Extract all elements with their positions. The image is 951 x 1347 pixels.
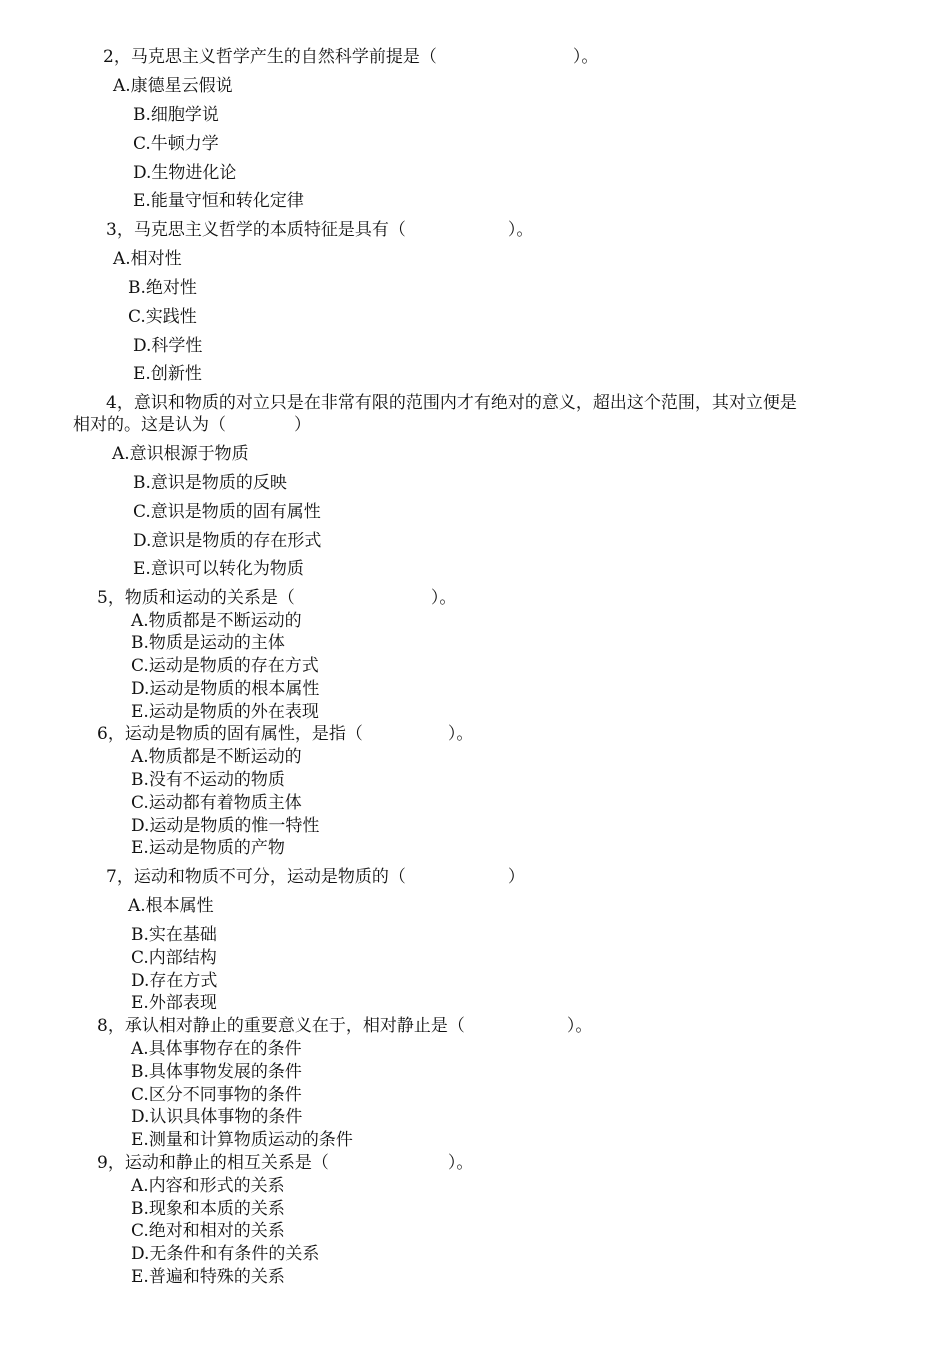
question-7-option-c: C.内部结构 (131, 948, 217, 968)
question-7-option-e: E.外部表现 (131, 993, 217, 1013)
question-2-stem: 2，马克思主义哲学产生的自然科学前提是（ ）。 (103, 47, 599, 67)
question-5-option-e: E.运动是物质的外在表现 (131, 702, 319, 722)
question-3-option-a: A.相对性 (113, 249, 182, 269)
question-3-option-b: B.绝对性 (128, 278, 197, 298)
question-3-option-d: D.科学性 (133, 336, 203, 356)
question-4-option-d: D.意识是物质的存在形式 (133, 531, 322, 551)
question-5-stem: 5，物质和运动的关系是（ ）。 (97, 588, 457, 608)
question-4-stem-line-2: 相对的。这是认为（ ） (73, 415, 311, 435)
question-3-option-e: E.创新性 (133, 364, 202, 384)
question-8-option-e: E.测量和计算物质运动的条件 (131, 1130, 353, 1150)
question-9-option-a: A.内容和形式的关系 (131, 1176, 285, 1196)
question-4-option-c: C.意识是物质的固有属性 (133, 502, 321, 522)
question-2-option-d: D.生物进化论 (133, 163, 237, 183)
question-2-option-c: C.牛顿力学 (133, 134, 219, 154)
question-6-stem: 6，运动是物质的固有属性，是指（ ）。 (97, 724, 474, 744)
question-5-option-d: D.运动是物质的根本属性 (131, 679, 320, 699)
question-3-stem: 3，马克思主义哲学的本质特征是具有（ ）。 (106, 220, 534, 240)
question-6-option-c: C.运动都有着物质主体 (131, 793, 302, 813)
question-5-option-a: A.物质都是不断运动的 (131, 611, 302, 631)
question-5-option-c: C.运动是物质的存在方式 (131, 656, 319, 676)
question-6-option-d: D.运动是物质的惟一特性 (131, 816, 320, 836)
question-8-option-b: B.具体事物发展的条件 (131, 1062, 302, 1082)
question-7-stem: 7，运动和物质不可分，运动是物质的（ ） (106, 867, 525, 887)
question-9-option-b: B.现象和本质的关系 (131, 1199, 285, 1219)
question-9-option-c: C.绝对和相对的关系 (131, 1221, 285, 1241)
question-4-option-b: B.意识是物质的反映 (133, 473, 287, 493)
question-9-option-e: E.普遍和特殊的关系 (131, 1267, 285, 1287)
question-6-option-b: B.没有不运动的物质 (131, 770, 285, 790)
question-2-option-a: A.康德星云假说 (113, 76, 233, 96)
question-9-stem: 9，运动和静止的相互关系是（ ）。 (97, 1153, 474, 1173)
question-8-option-a: A.具体事物存在的条件 (131, 1039, 302, 1059)
question-8-option-d: D.认识具体事物的条件 (131, 1107, 303, 1127)
question-6-option-e: E.运动是物质的产物 (131, 838, 285, 858)
question-7-option-a: A.根本属性 (128, 896, 214, 916)
question-7-option-d: D.存在方式 (131, 971, 218, 991)
question-3-option-c: C.实践性 (128, 307, 197, 327)
question-5-option-b: B.物质是运动的主体 (131, 633, 285, 653)
question-9-option-d: D.无条件和有条件的关系 (131, 1244, 320, 1264)
question-6-option-a: A.物质都是不断运动的 (131, 747, 302, 767)
question-8-stem: 8，承认相对静止的重要意义在于，相对静止是（ ）。 (97, 1016, 593, 1036)
question-2-option-b: B.细胞学说 (133, 105, 219, 125)
question-7-option-b: B.实在基础 (131, 925, 217, 945)
question-4-option-a: A.意识根源于物质 (112, 444, 249, 464)
question-4-option-e: E.意识可以转化为物质 (133, 559, 304, 579)
question-4-stem-line-1: 4，意识和物质的对立只是在非常有限的范围内才有绝对的意义，超出这个范围，其对立便是 (106, 393, 797, 413)
question-8-option-c: C.区分不同事物的条件 (131, 1085, 302, 1105)
question-2-option-e: E.能量守恒和转化定律 (133, 191, 304, 211)
